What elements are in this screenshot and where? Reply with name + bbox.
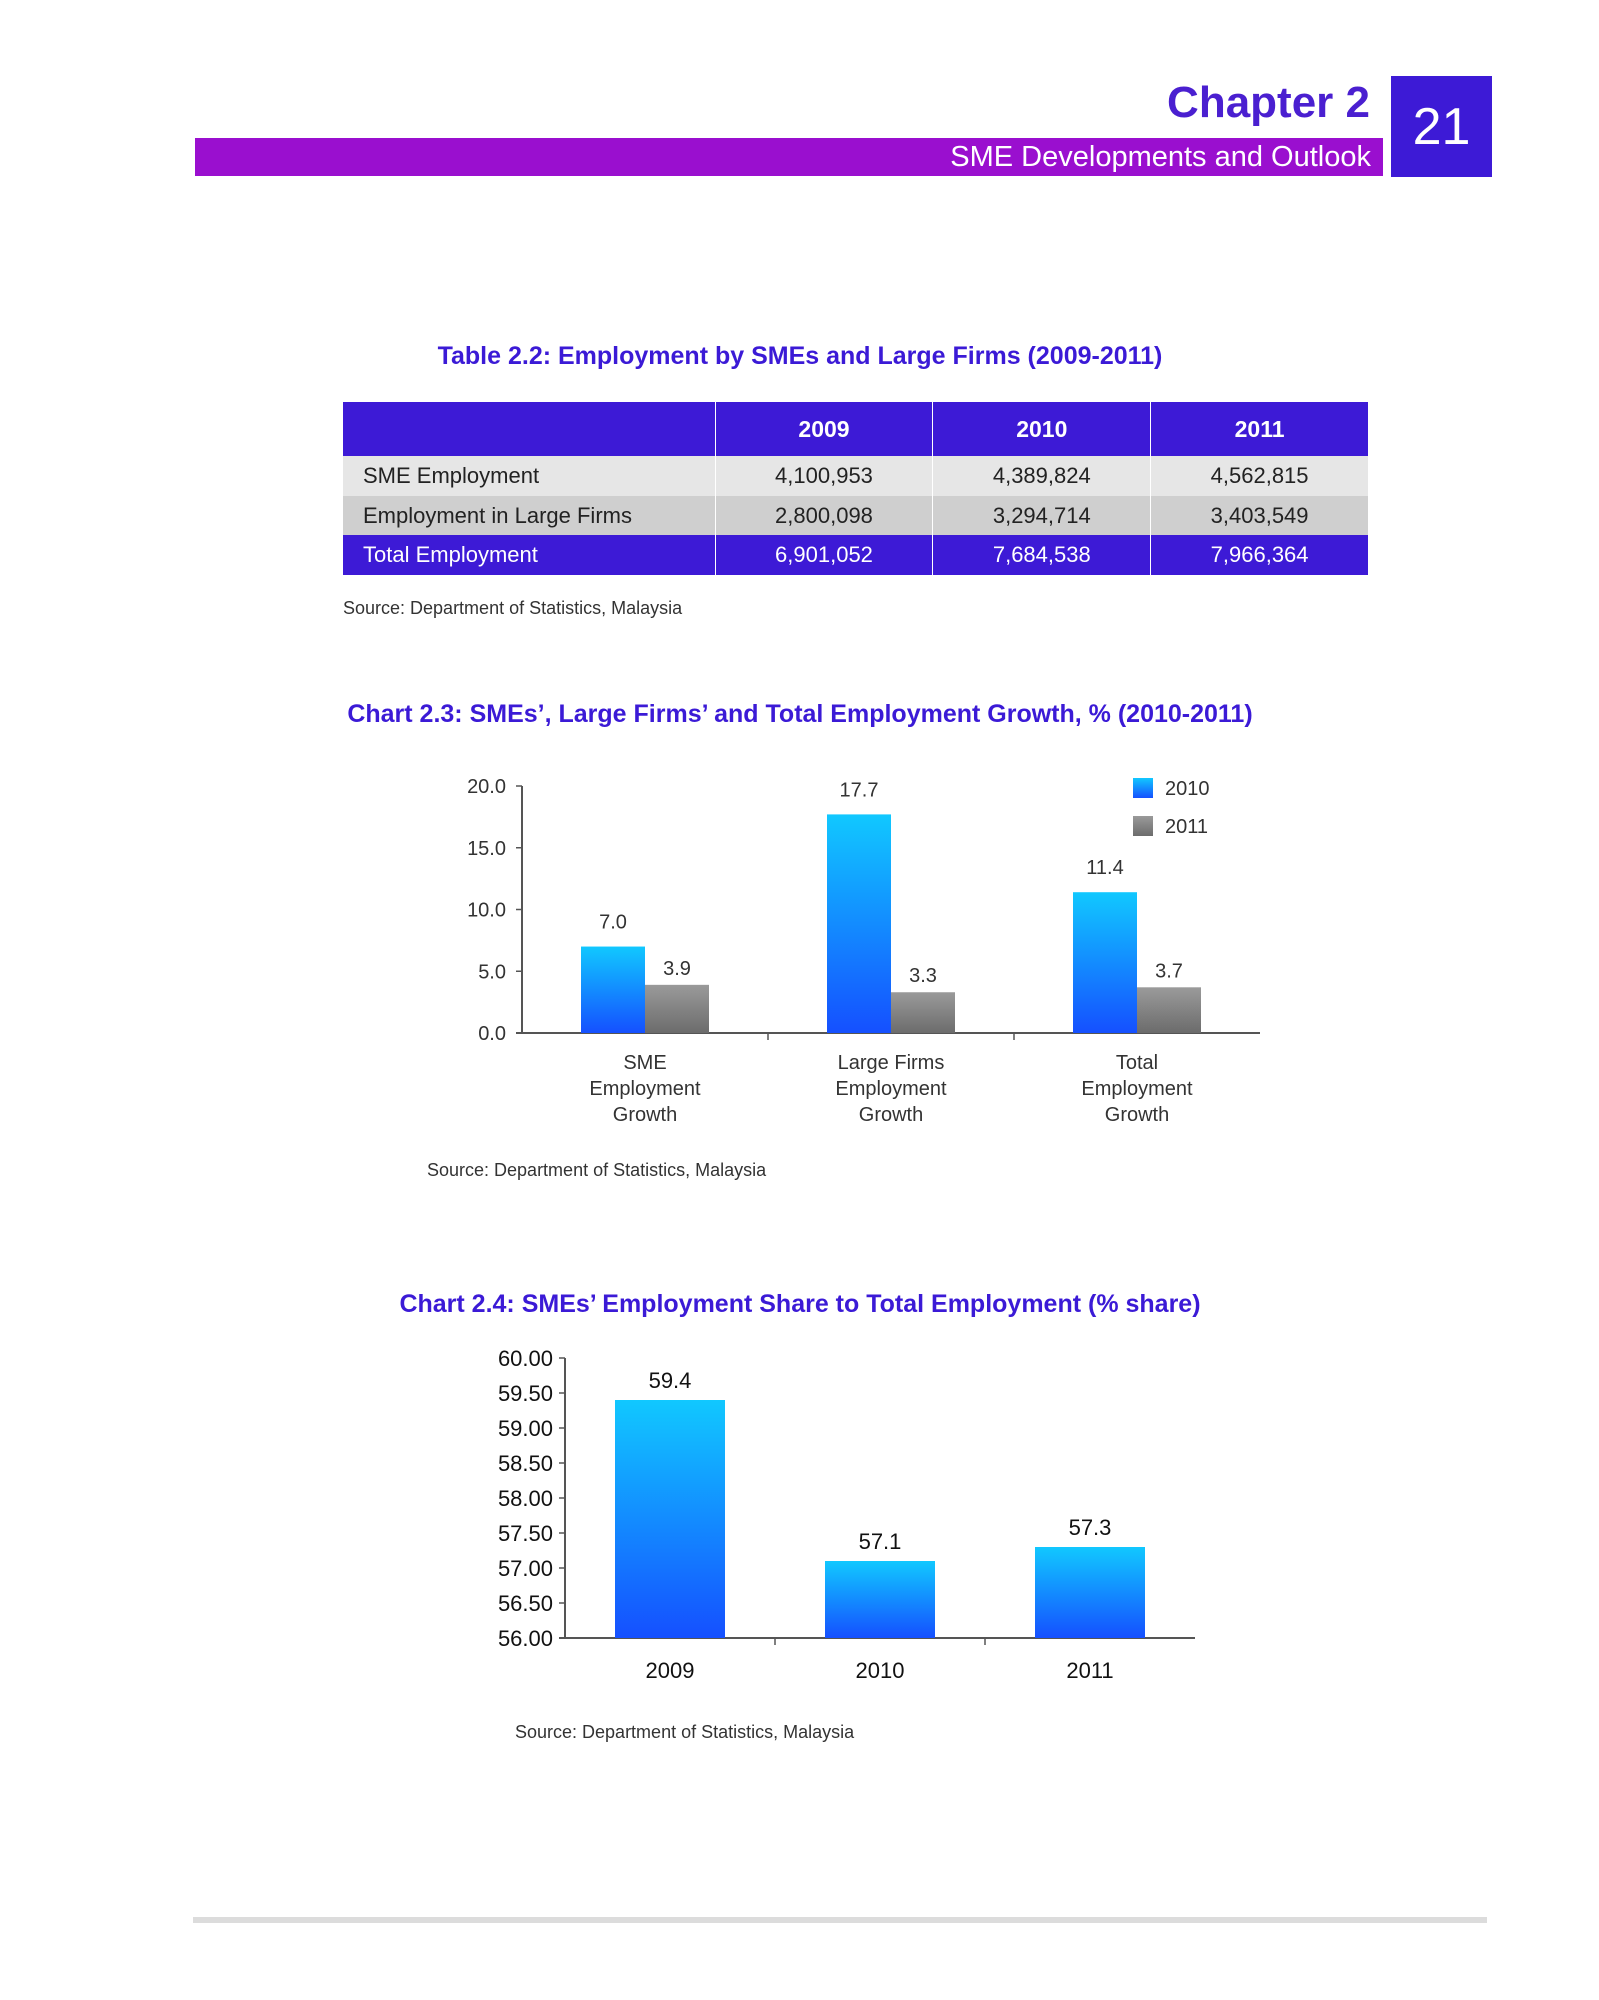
table-header-cell: 2010 xyxy=(933,402,1151,456)
data-label: 3.7 xyxy=(1155,960,1183,983)
table-cell: 4,562,815 xyxy=(1151,456,1369,496)
y-tick-label: 56.50 xyxy=(497,1591,553,1616)
category-label: 2010 xyxy=(855,1658,905,1683)
y-tick-label: 57.50 xyxy=(497,1521,553,1546)
table-cell: 2,800,098 xyxy=(715,496,933,535)
table-header-cell xyxy=(343,402,715,456)
y-tick-label: 58.00 xyxy=(497,1486,553,1511)
chart23-growth-chart xyxy=(430,760,1310,1140)
row-label: Total Employment xyxy=(343,535,715,575)
data-label: 57.3 xyxy=(1068,1515,1112,1540)
y-tick-label: 20.0 xyxy=(467,776,506,798)
category-label: Growth xyxy=(612,1104,678,1126)
legend-swatch-2011 xyxy=(1133,816,1153,836)
table-header-cell: 2011 xyxy=(1151,402,1369,456)
bar xyxy=(1035,1547,1145,1638)
legend-label: 2011 xyxy=(1165,816,1209,838)
footer-divider xyxy=(193,1917,1487,1923)
table-header-cell: 2009 xyxy=(715,402,933,456)
y-tick-label: 57.00 xyxy=(497,1556,553,1581)
chart23-caption: Chart 2.3: SMEs’, Large Firms’ and Total Employment Growth, % (2010-2011) xyxy=(347,700,1253,728)
chart24-share-chart xyxy=(460,1330,1220,1700)
data-label: 3.3 xyxy=(909,965,937,988)
data-label: 7.0 xyxy=(599,911,627,934)
row-label: Employment in Large Firms xyxy=(343,496,715,535)
table-cell: 7,966,364 xyxy=(1151,535,1369,575)
category-label: Growth xyxy=(858,1104,924,1126)
table-cell: 4,389,824 xyxy=(933,456,1151,496)
table-cell: 3,294,714 xyxy=(933,496,1151,535)
category-label: Employment xyxy=(835,1078,947,1100)
category-label: Employment xyxy=(1081,1078,1193,1100)
table-cell: 4,100,953 xyxy=(715,456,933,496)
header-bar xyxy=(195,138,1383,176)
y-tick-label: 59.50 xyxy=(497,1381,553,1406)
data-label: 57.1 xyxy=(858,1529,902,1554)
chart23-source: Source: Department of Statistics, Malaysia xyxy=(427,1160,767,1180)
y-tick-label: 56.00 xyxy=(497,1626,553,1651)
y-tick-label: 59.00 xyxy=(497,1416,553,1441)
bar-2011 xyxy=(645,985,709,1033)
category-label: Total xyxy=(1115,1052,1159,1074)
data-label: 59.4 xyxy=(648,1368,692,1393)
chart24-caption: Chart 2.4: SMEs’ Employment Share to Total Employment (% share) xyxy=(399,1290,1201,1318)
y-tick-label: 10.0 xyxy=(467,899,506,922)
y-tick-label: 15.0 xyxy=(467,837,506,860)
data-label: 11.4 xyxy=(1086,857,1124,880)
table-source: Source: Department of Statistics, Malaysia xyxy=(343,598,683,618)
bar xyxy=(825,1561,935,1638)
bar-2011 xyxy=(891,992,955,1033)
table-row xyxy=(343,456,1369,496)
y-tick-label: 5.0 xyxy=(478,961,506,984)
y-tick-label: 60.00 xyxy=(497,1346,553,1371)
category-label: Growth xyxy=(1104,1104,1170,1126)
table-header-row xyxy=(343,402,1369,456)
header-subtitle: SME Developments and Outlook xyxy=(950,141,1371,173)
category-label: Employment xyxy=(589,1078,701,1100)
y-tick-label: 58.50 xyxy=(497,1451,553,1476)
category-label: Large Firms xyxy=(837,1052,945,1074)
table-row xyxy=(343,496,1369,535)
category-label: 2011 xyxy=(1066,1658,1114,1683)
row-label: SME Employment xyxy=(343,456,715,496)
legend-label: 2010 xyxy=(1165,778,1210,800)
category-label: 2009 xyxy=(645,1658,695,1683)
category-label: SME xyxy=(623,1052,667,1074)
page-number: 21 xyxy=(1391,76,1492,177)
bar-2010 xyxy=(581,947,645,1033)
bar-2010 xyxy=(1073,892,1137,1033)
employment-table xyxy=(343,402,1369,575)
data-label: 3.9 xyxy=(663,957,691,980)
bar-2011 xyxy=(1137,987,1201,1033)
table-cell: 3,403,549 xyxy=(1151,496,1369,535)
table-caption: Table 2.2: Employment by SMEs and Large Firms (2009-2011) xyxy=(437,342,1163,370)
table-cell: 7,684,538 xyxy=(933,535,1151,575)
legend-swatch-2010 xyxy=(1133,778,1153,798)
data-label: 17.7 xyxy=(839,779,879,802)
bar-2010 xyxy=(827,814,891,1033)
table-cell: 6,901,052 xyxy=(715,535,933,575)
y-tick-label: 0.0 xyxy=(478,1023,506,1045)
chart24-source: Source: Department of Statistics, Malaysia xyxy=(515,1722,855,1742)
bar xyxy=(615,1400,725,1638)
chapter-title: Chapter 2 xyxy=(1167,78,1370,127)
table-row-total xyxy=(343,535,1369,575)
